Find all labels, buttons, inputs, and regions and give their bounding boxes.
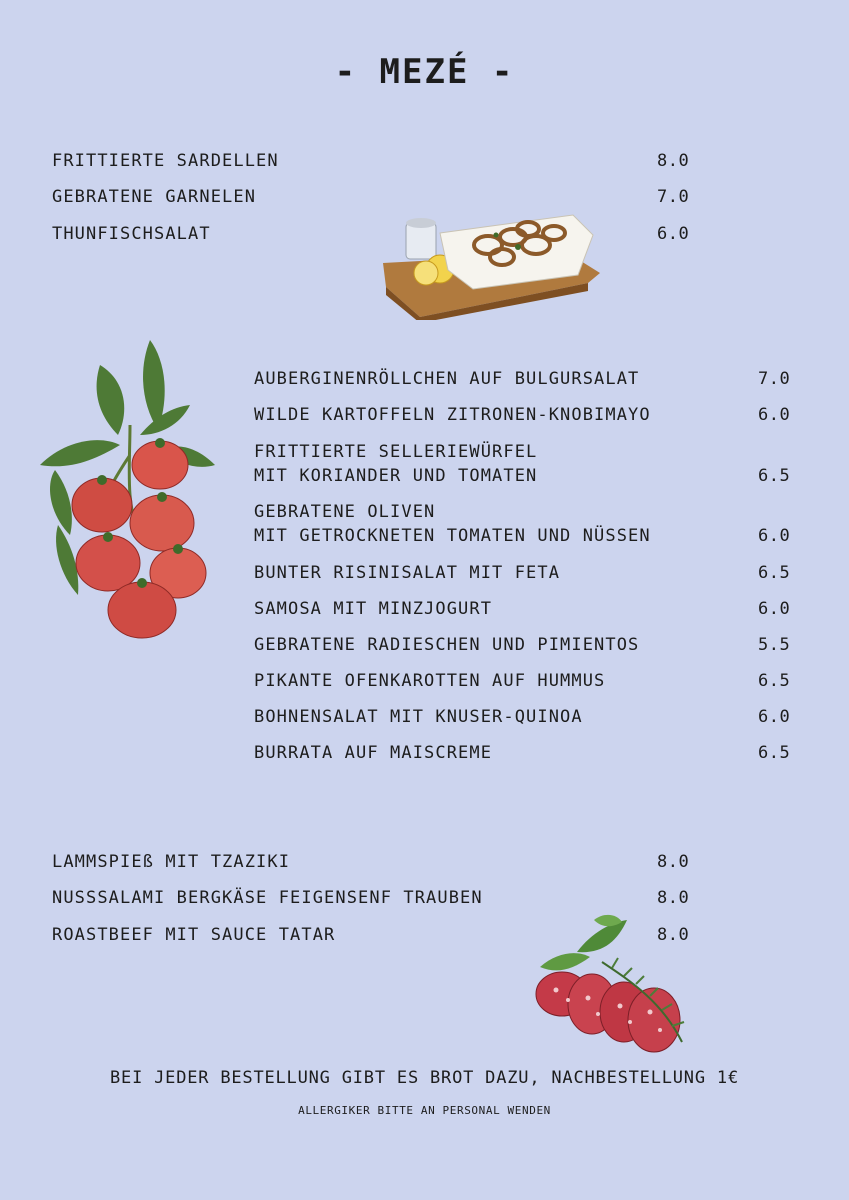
menu-item-name: ROASTBEEF MIT SAUCE TATAR [52,925,336,945]
menu-title: - MEZÉ - [334,52,515,92]
menu-item-name: BOHNENSALAT MIT KNUSER-QUINOA [254,707,583,727]
menu-item-name: AUBERGINENRÖLLCHEN AUF BULGURSALAT [254,369,640,389]
menu-item-price: 6.5 [758,743,791,763]
menu-item-name: GEBRATENE GARNELEN [52,187,257,207]
menu-item-name-line1: FRITTIERTE SELLERIEWÜRFEL [254,442,538,462]
menu-item-name [254,500,651,548]
salami-herbs-illustration [532,912,697,1062]
menu-item-name: NUSSSALAMI BERGKÄSE FEIGENSENF TRAUBEN [52,888,483,908]
menu-item-price: 8.0 [657,925,690,945]
menu-item-name: BUNTER RISINISALAT MIT FETA [254,563,561,583]
allergy-note: ALLERGIKER BITTE AN PERSONAL WENDEN [298,1104,551,1117]
menu-item-price: 5.5 [758,635,791,655]
menu-item-name: THUNFISCHSALAT [52,224,211,244]
menu-item-name: WILDE KARTOFFELN ZITRONEN-KNOBIMAYO [254,405,651,425]
menu-item-price: 6.5 [758,671,791,691]
fried-calamari-board-illustration [378,205,603,320]
menu-item-name: GEBRATENE RADIESCHEN UND PIMIENTOS [254,635,640,655]
menu-item-price: 6.5 [758,466,791,486]
menu-item-name [254,440,537,488]
menu-item-name: FRITTIERTE SARDELLEN [52,151,279,171]
menu-item-name: BURRATA AUF MAISCREME [254,743,493,763]
menu-item-name: LAMMSPIEß MIT TZAZIKI [52,852,291,872]
bread-note: BEI JEDER BESTELLUNG GIBT ES BROT DAZU, NACHBESTELLUNG 1€ [110,1068,739,1088]
menu-item-name-line2: MIT GETROCKNETEN TOMATEN UND NÜSSEN [254,526,651,546]
menu-item-price: 6.0 [758,599,791,619]
tomato-vine-illustration [30,335,230,645]
menu-item-price: 7.0 [758,369,791,389]
menu-item-name: PIKANTE OFENKAROTTEN AUF HUMMUS [254,671,606,691]
menu-item-price: 8.0 [657,888,690,908]
menu-item-price: 6.0 [657,224,690,244]
menu-item-name: SAMOSA MIT MINZJOGURT [254,599,493,619]
menu-item-name-line1: GEBRATENE OLIVEN [254,502,436,522]
menu-item-price: 6.0 [758,526,791,546]
menu-item-price: 6.5 [758,563,791,583]
menu-item-price: 7.0 [657,187,690,207]
menu-item-name-line2: MIT KORIANDER UND TOMATEN [254,466,538,486]
menu-item-price: 6.0 [758,405,791,425]
menu-item-price: 8.0 [657,852,690,872]
menu-item-price: 8.0 [657,151,690,171]
menu-item-price: 6.0 [758,707,791,727]
